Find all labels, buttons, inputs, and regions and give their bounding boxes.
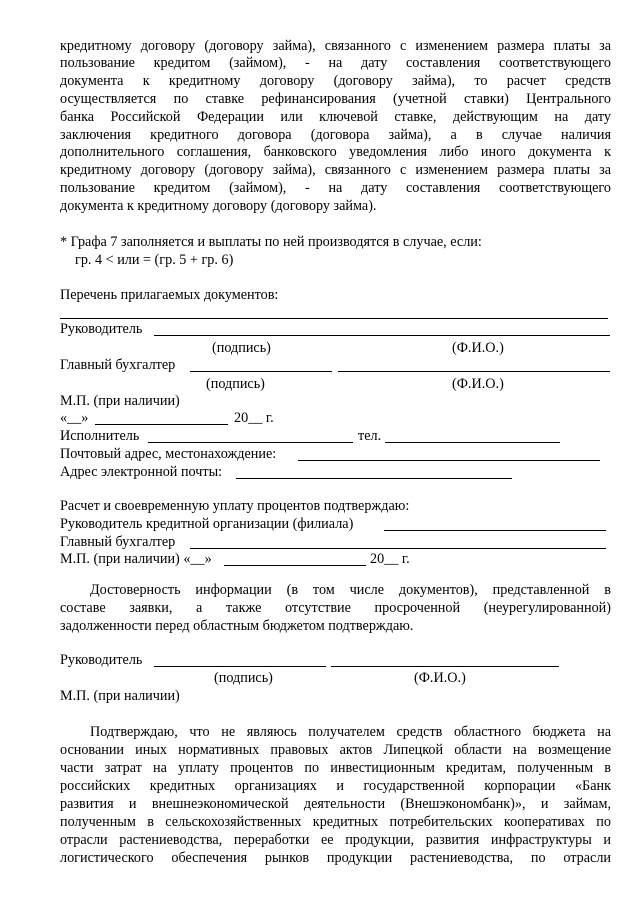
head-signature-line[interactable] [154,335,610,336]
fio-caption: (Ф.И.О.) [414,670,466,686]
text-line: банка Российской Федерации или ключевой ставке, действующим на дату [60,109,611,125]
fio-caption: (Ф.И.О.) [452,340,504,356]
stamp-date-label: М.П. (при наличии) «__» [60,551,212,567]
head-label: Руководитель [60,652,143,668]
stamp-label: М.П. (при наличии) [60,688,180,704]
stamp-label: М.П. (при наличии) [60,393,180,409]
date-month-line[interactable] [224,565,366,566]
chief-accountant-label: Главный бухгалтер [60,534,176,550]
text-line: составе заявки, а также отсутствие просроченной (неурегулированной) [60,600,611,616]
email-label: Адрес электронной почты: [60,464,223,480]
postal-line[interactable] [298,460,600,461]
accountant-fio-line[interactable] [338,371,610,372]
text-line: отрасли растениеводства, переработки ее продукции, развития инфраструктуры и [60,832,611,848]
signature-caption: (подпись) [206,376,265,392]
phone-label: тел. [358,428,382,444]
text-line: кредитному договору (договору займа), связанного с изменением размера платы за [60,162,611,178]
text-line: пользование кредитом (займом), - на дату составления соответствующего [60,180,611,196]
text-line: логистического обеспечения рынков продукции растениеводства, по отрасли [60,850,611,866]
postal-label: Почтовый адрес, местонахождение: [60,446,277,462]
executor-line[interactable] [148,442,353,443]
text-line: полученным в сельскохозяйственных кредитных потребительских кооперативах по [60,814,611,830]
text-line: Подтверждаю, что не являюсь получателем средств областного бюджета на [90,724,611,740]
chief-accountant-label: Главный бухгалтер [60,357,176,373]
text-line: российских кредитных организациях и государственной корпорации «Банк [60,778,611,794]
email-line[interactable] [236,478,512,479]
date-month-line[interactable] [95,424,228,425]
docs-list-label: Перечень прилагаемых документов: [60,287,279,303]
text-line: задолженности перед областным бюджетом подтверждаю. [60,618,414,634]
credit-head-line[interactable] [384,530,606,531]
signature-caption: (подпись) [214,670,273,686]
text-line: документа к кредитному договору (договору займа). [60,198,377,214]
confirm-line: Расчет и своевременную уплату процентов подтверждаю: [60,498,410,514]
executor-label: Исполнитель [60,428,140,444]
text-line: развития и внешнеэкономической деятельности (Внешэкономбанк)», и займам, [60,796,611,812]
signature-caption: (подпись) [212,340,271,356]
head-signature-line[interactable] [154,666,326,667]
text-line: осуществляется по ставке рефинансирования (учетной ставки) Центрального [60,91,611,107]
accountant-line[interactable] [190,548,606,549]
credit-head-label: Руководитель кредитной организации (филиала) [60,516,354,532]
text-line: документа к кредитному договору (договору займа), то расчет средств [60,73,611,89]
text-line: основании иных нормативных правовых актов Липецкой области на возмещение [60,742,611,758]
text-line: части затрат на уплату процентов по инвестиционным кредитам, полученным в [60,760,611,776]
text-line: Достоверность информации (в том числе документов), представленной в [90,582,611,598]
footnote-line: * Графа 7 заполняется и выплаты по ней производятся в случае, если: [60,234,482,250]
fio-caption: (Ф.И.О.) [452,376,504,392]
text-line: пользование кредитом (займом), - на дату составления соответствующего [60,55,611,71]
phone-line[interactable] [385,442,560,443]
date-year: 20__ г. [234,410,274,426]
date-prefix: «__» [60,410,89,426]
text-line: кредитному договору (договору займа), связанного с изменением размера платы за [60,38,611,54]
text-line: заключения кредитного договора (договора займа), а в случае наличия [60,127,611,143]
docs-list-line[interactable] [60,318,608,319]
head-label: Руководитель [60,321,143,337]
head-fio-line[interactable] [331,666,559,667]
text-line: дополнительного соглашения, банковского уведомления либо иного документа к [60,144,611,160]
date-year: 20__ г. [370,551,410,567]
accountant-signature-line[interactable] [190,371,332,372]
footnote-formula: гр. 4 < или = (гр. 5 + гр. 6) [75,252,234,268]
